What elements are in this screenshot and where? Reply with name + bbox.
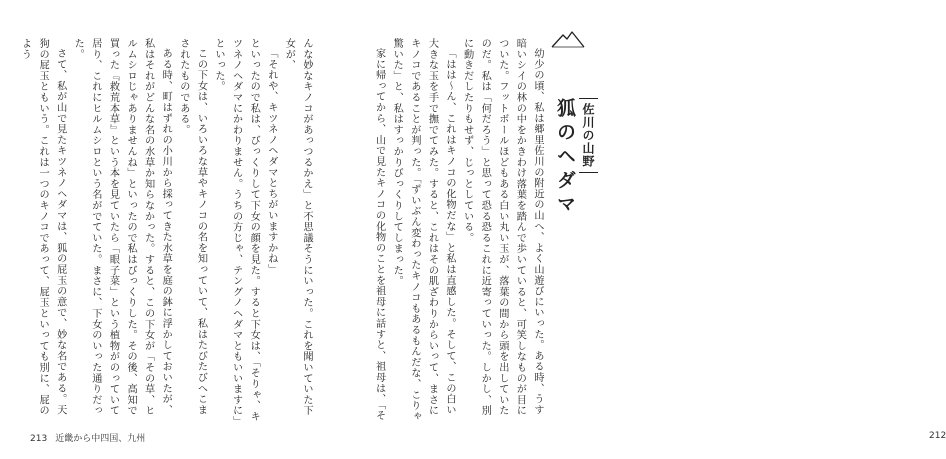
story-title: 狐のヘダマ bbox=[554, 98, 576, 218]
mountain-icon bbox=[550, 28, 586, 50]
running-section-title: 近畿から中四国、九州 bbox=[55, 434, 146, 444]
left-page bbox=[0, 0, 325, 459]
page-number: 212 bbox=[929, 431, 946, 441]
left-page-text bbox=[15, 38, 315, 423]
body-paragraph: といったので私は、びっくりして下女の顔を見た。すると下女は、「そりゃ、キツネノヘダマにかわりません。うちの方じゃ、テングノヘダマともいいますに」といった。 bbox=[213, 38, 260, 422]
body-paragraph: 家に帰ってから、山で見たキノコの化物のことを祖母に話すと、祖母は、「そ bbox=[373, 48, 385, 422]
page-footer-right bbox=[929, 431, 946, 441]
page-number: 213 bbox=[30, 434, 48, 444]
page-footer-left bbox=[30, 431, 145, 444]
body-paragraph: ある時、町はずれの小川から採ってきた水草を庭の鉢に浮かしておいたが、私はそれがどんな名の水草か知らなかった。すると、この下女が「その草、ヒルムシロじゃありませんね」といったので私はびっくりした。その後、高知で買った『救荒本草』という本を見ていたら「眼子菜」という植物がのっていて居り、これにヒルムシロという名がでていた。まさに、下女のいった通りだった。 bbox=[72, 38, 172, 416]
body-paragraph: この下女は、いろいろな草やキノコの名を知っていて、私はたびたびへこまされたものである。 bbox=[177, 38, 207, 416]
body-paragraph: 幼少の頃、私は郷里佐川の附近の山へ、よく山遊びにいった。ある時、うす暗いシイの林の中をかきわけ落葉を踏んで歩いていると、可笑しなものが目についた。フットボールほどもある白い丸い玉が、落葉の間から頭を出していたのだ。私は「何だろう」と思って恐る恐るこれに近寄っていった。しかし、別に動きだしたりもせず、じっとしている。 bbox=[461, 38, 543, 416]
body-paragraph: 「はは〜ん、これはキノコの化物だな」と私は直感した。そして、この白い大きな玉を手で撫でてみた。すると、これはその肌ざわりからいって、まさにキノコであることが判った。「ずいぶん変わったキノコもあるもんだな、こりゃ驚いた」と、私はすっかりびっくりしてしまった。 bbox=[391, 38, 456, 422]
right-page-text bbox=[336, 38, 546, 423]
right-page bbox=[325, 0, 946, 459]
body-paragraph: 「それや、キツネノヘダマとちがいますかね」 bbox=[265, 48, 277, 275]
region-tag: 佐川の山野 bbox=[579, 98, 598, 173]
body-paragraph: さて、私が山で見たキツネノヘダマは、狐の屁玉の意で、妙な名である。天狗の屁玉ともいう。これは一つのキノコであって、屁玉といっても別に、屁のよう bbox=[19, 38, 66, 416]
body-paragraph: んな妙なキノコがあっつるかえ」と不思議そうにいった。これを聞いていた下女が、 bbox=[283, 38, 312, 416]
